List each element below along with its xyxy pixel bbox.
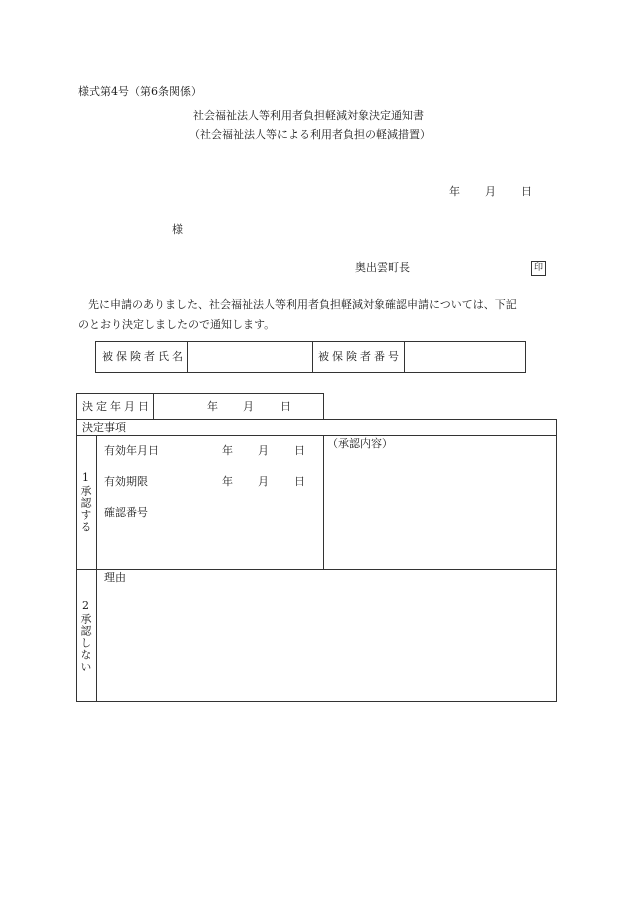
addressee-suffix: 様 bbox=[172, 223, 183, 236]
decision-items-label: 決定事項 bbox=[82, 421, 126, 434]
table-divider bbox=[76, 435, 97, 436]
form-number: 様式第4号（第6条関係） bbox=[78, 85, 202, 98]
decision-day-label: 日 bbox=[280, 400, 291, 413]
effective-year-label: 年 bbox=[222, 444, 233, 457]
body-text-line2: のとおり決定しましたので通知します。 bbox=[78, 318, 276, 331]
table-divider bbox=[153, 393, 154, 419]
date-day-label: 日 bbox=[521, 185, 532, 198]
expiry-month-label: 月 bbox=[258, 475, 269, 488]
table-divider bbox=[323, 435, 324, 569]
insured-number-label: 被保険者番号 bbox=[318, 350, 402, 363]
date-year-label: 年 bbox=[449, 185, 460, 198]
seal-mark: 印 bbox=[531, 261, 546, 276]
decision-year-label: 年 bbox=[207, 400, 218, 413]
expiry-year-label: 年 bbox=[222, 475, 233, 488]
table-divider bbox=[76, 569, 557, 570]
expiry-day-label: 日 bbox=[294, 475, 305, 488]
effective-date-label: 有効年月日 bbox=[104, 444, 159, 457]
decision-month-label: 月 bbox=[243, 400, 254, 413]
reject-label: 2承認しない bbox=[79, 599, 92, 673]
approval-content-label: （承認内容） bbox=[327, 437, 393, 450]
confirmation-number-label: 確認番号 bbox=[104, 506, 148, 519]
document-title: 社会福祉法人等利用者負担軽減対象決定通知書 bbox=[193, 109, 424, 122]
issuer-name: 奥出雲町長 bbox=[355, 261, 410, 274]
document-subtitle: （社会福祉法人等による利用者負担の軽減措置） bbox=[189, 128, 431, 141]
insured-name-label: 被保険者氏名 bbox=[102, 350, 186, 363]
decision-date-label: 決定年月日 bbox=[82, 400, 152, 413]
table-divider bbox=[312, 341, 313, 373]
effective-month-label: 月 bbox=[258, 444, 269, 457]
decision-items-table bbox=[76, 419, 557, 702]
date-month-label: 月 bbox=[485, 185, 496, 198]
insured-number-field[interactable] bbox=[405, 342, 525, 372]
insured-name-field[interactable] bbox=[188, 342, 311, 372]
body-text-line1: 先に申請のありました、社会福祉法人等利用者負担軽減対象確認申請については、下記 bbox=[88, 298, 517, 311]
table-divider bbox=[96, 435, 556, 436]
expiry-label: 有効期限 bbox=[104, 475, 148, 488]
reason-label: 理由 bbox=[104, 571, 126, 584]
effective-day-label: 日 bbox=[294, 444, 305, 457]
approve-label: 1承認する bbox=[79, 471, 92, 533]
